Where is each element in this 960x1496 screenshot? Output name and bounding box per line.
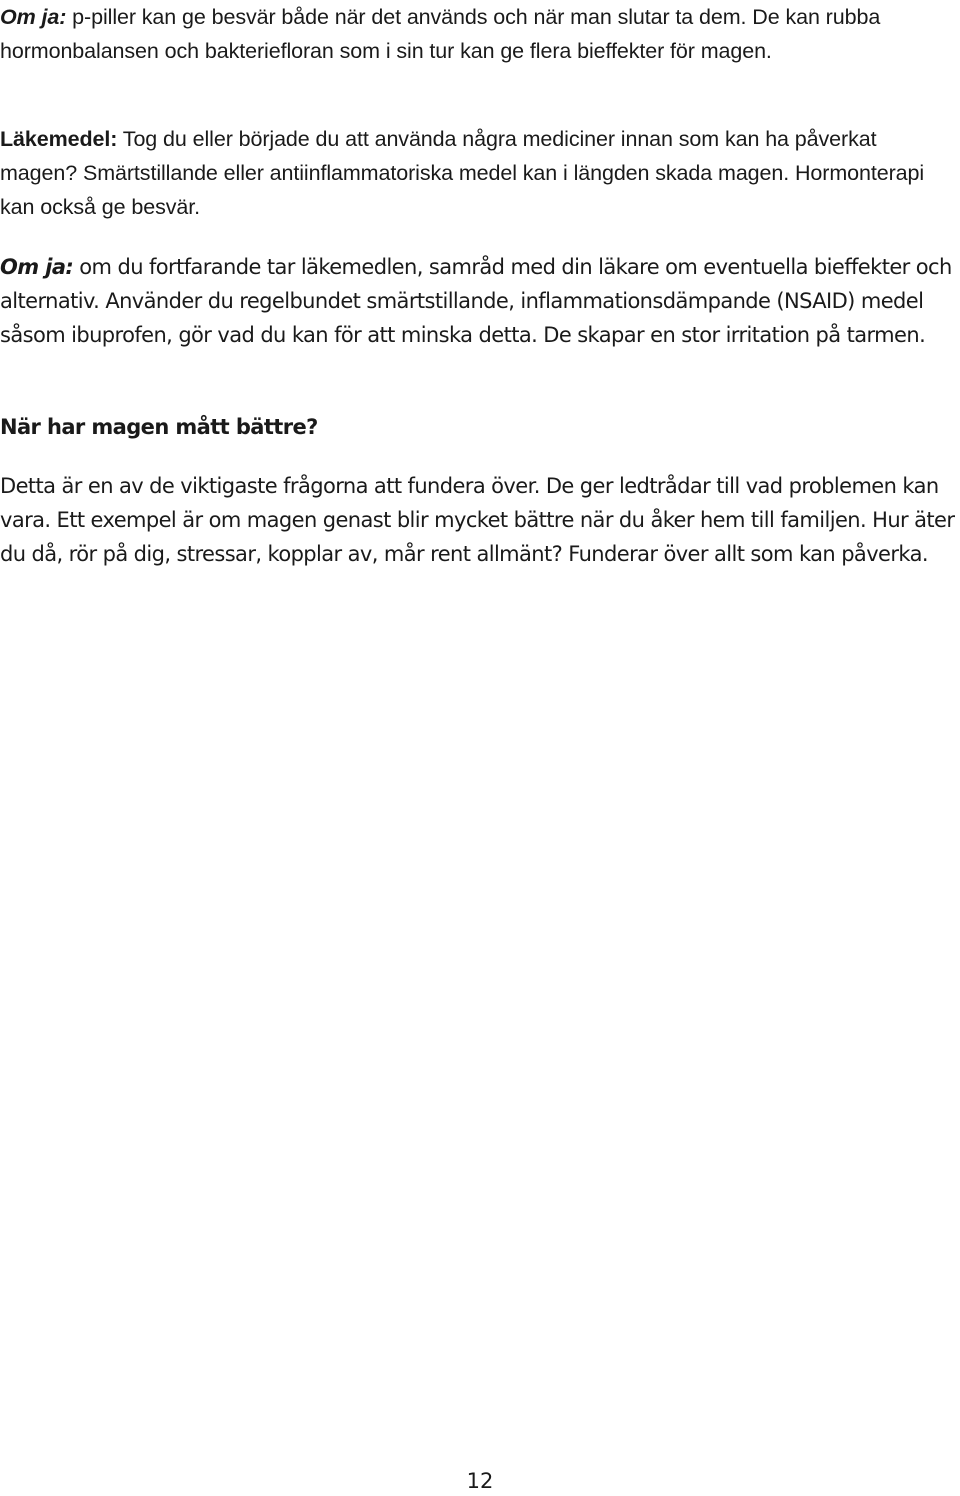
paragraph-body: Detta är en av de viktigaste frågorna att fundera över. De ger ledtrådar till vad problemen kan vara. Ett exempel är om magen genast blir mycket bättre när du åker hem till familjen. Hur äter du då, rör på dig, stressar, kopplar av, mår rent allmänt? Funderar över allt som kan påverka.: [0, 474, 955, 566]
paragraph-body: p-piller kan ge besvär både när det används och när man slutar ta dem. De kan rubba hormonbalansen och bakteriefloran som i sin tur kan ge flera bieffekter för magen.: [0, 5, 881, 63]
paragraph-when-better: [0, 469, 958, 571]
section-heading: När har magen mått bättre?: [0, 415, 318, 439]
paragraph-medication: [0, 122, 958, 224]
paragraph-medication-followup: [0, 250, 958, 352]
paragraph-lead-label: Om ja:: [0, 255, 74, 279]
paragraph-oral-contraceptives: [0, 0, 958, 68]
paragraph-lead-label: Läkemedel:: [0, 127, 118, 151]
paragraph-body: Tog du eller började du att använda några mediciner innan som kan ha påverkat magen? Smärtstillande eller antiinflammatoriska medel kan i längden skada magen. Hormonterapi kan också ge besvär.: [0, 127, 925, 219]
page-number: 12: [466, 1469, 494, 1493]
paragraph-lead-label: Om ja:: [0, 5, 67, 29]
paragraph-body: om du fortfarande tar läkemedlen, samråd med din läkare om eventuella bieffekter och alternativ. Använder du regelbundet smärtstillande, inflammationsdämpande (NSAID) medel såsom ibuprofen, gör vad du kan för att minska detta. De skapar en stor irritation på tarmen.: [0, 255, 952, 347]
